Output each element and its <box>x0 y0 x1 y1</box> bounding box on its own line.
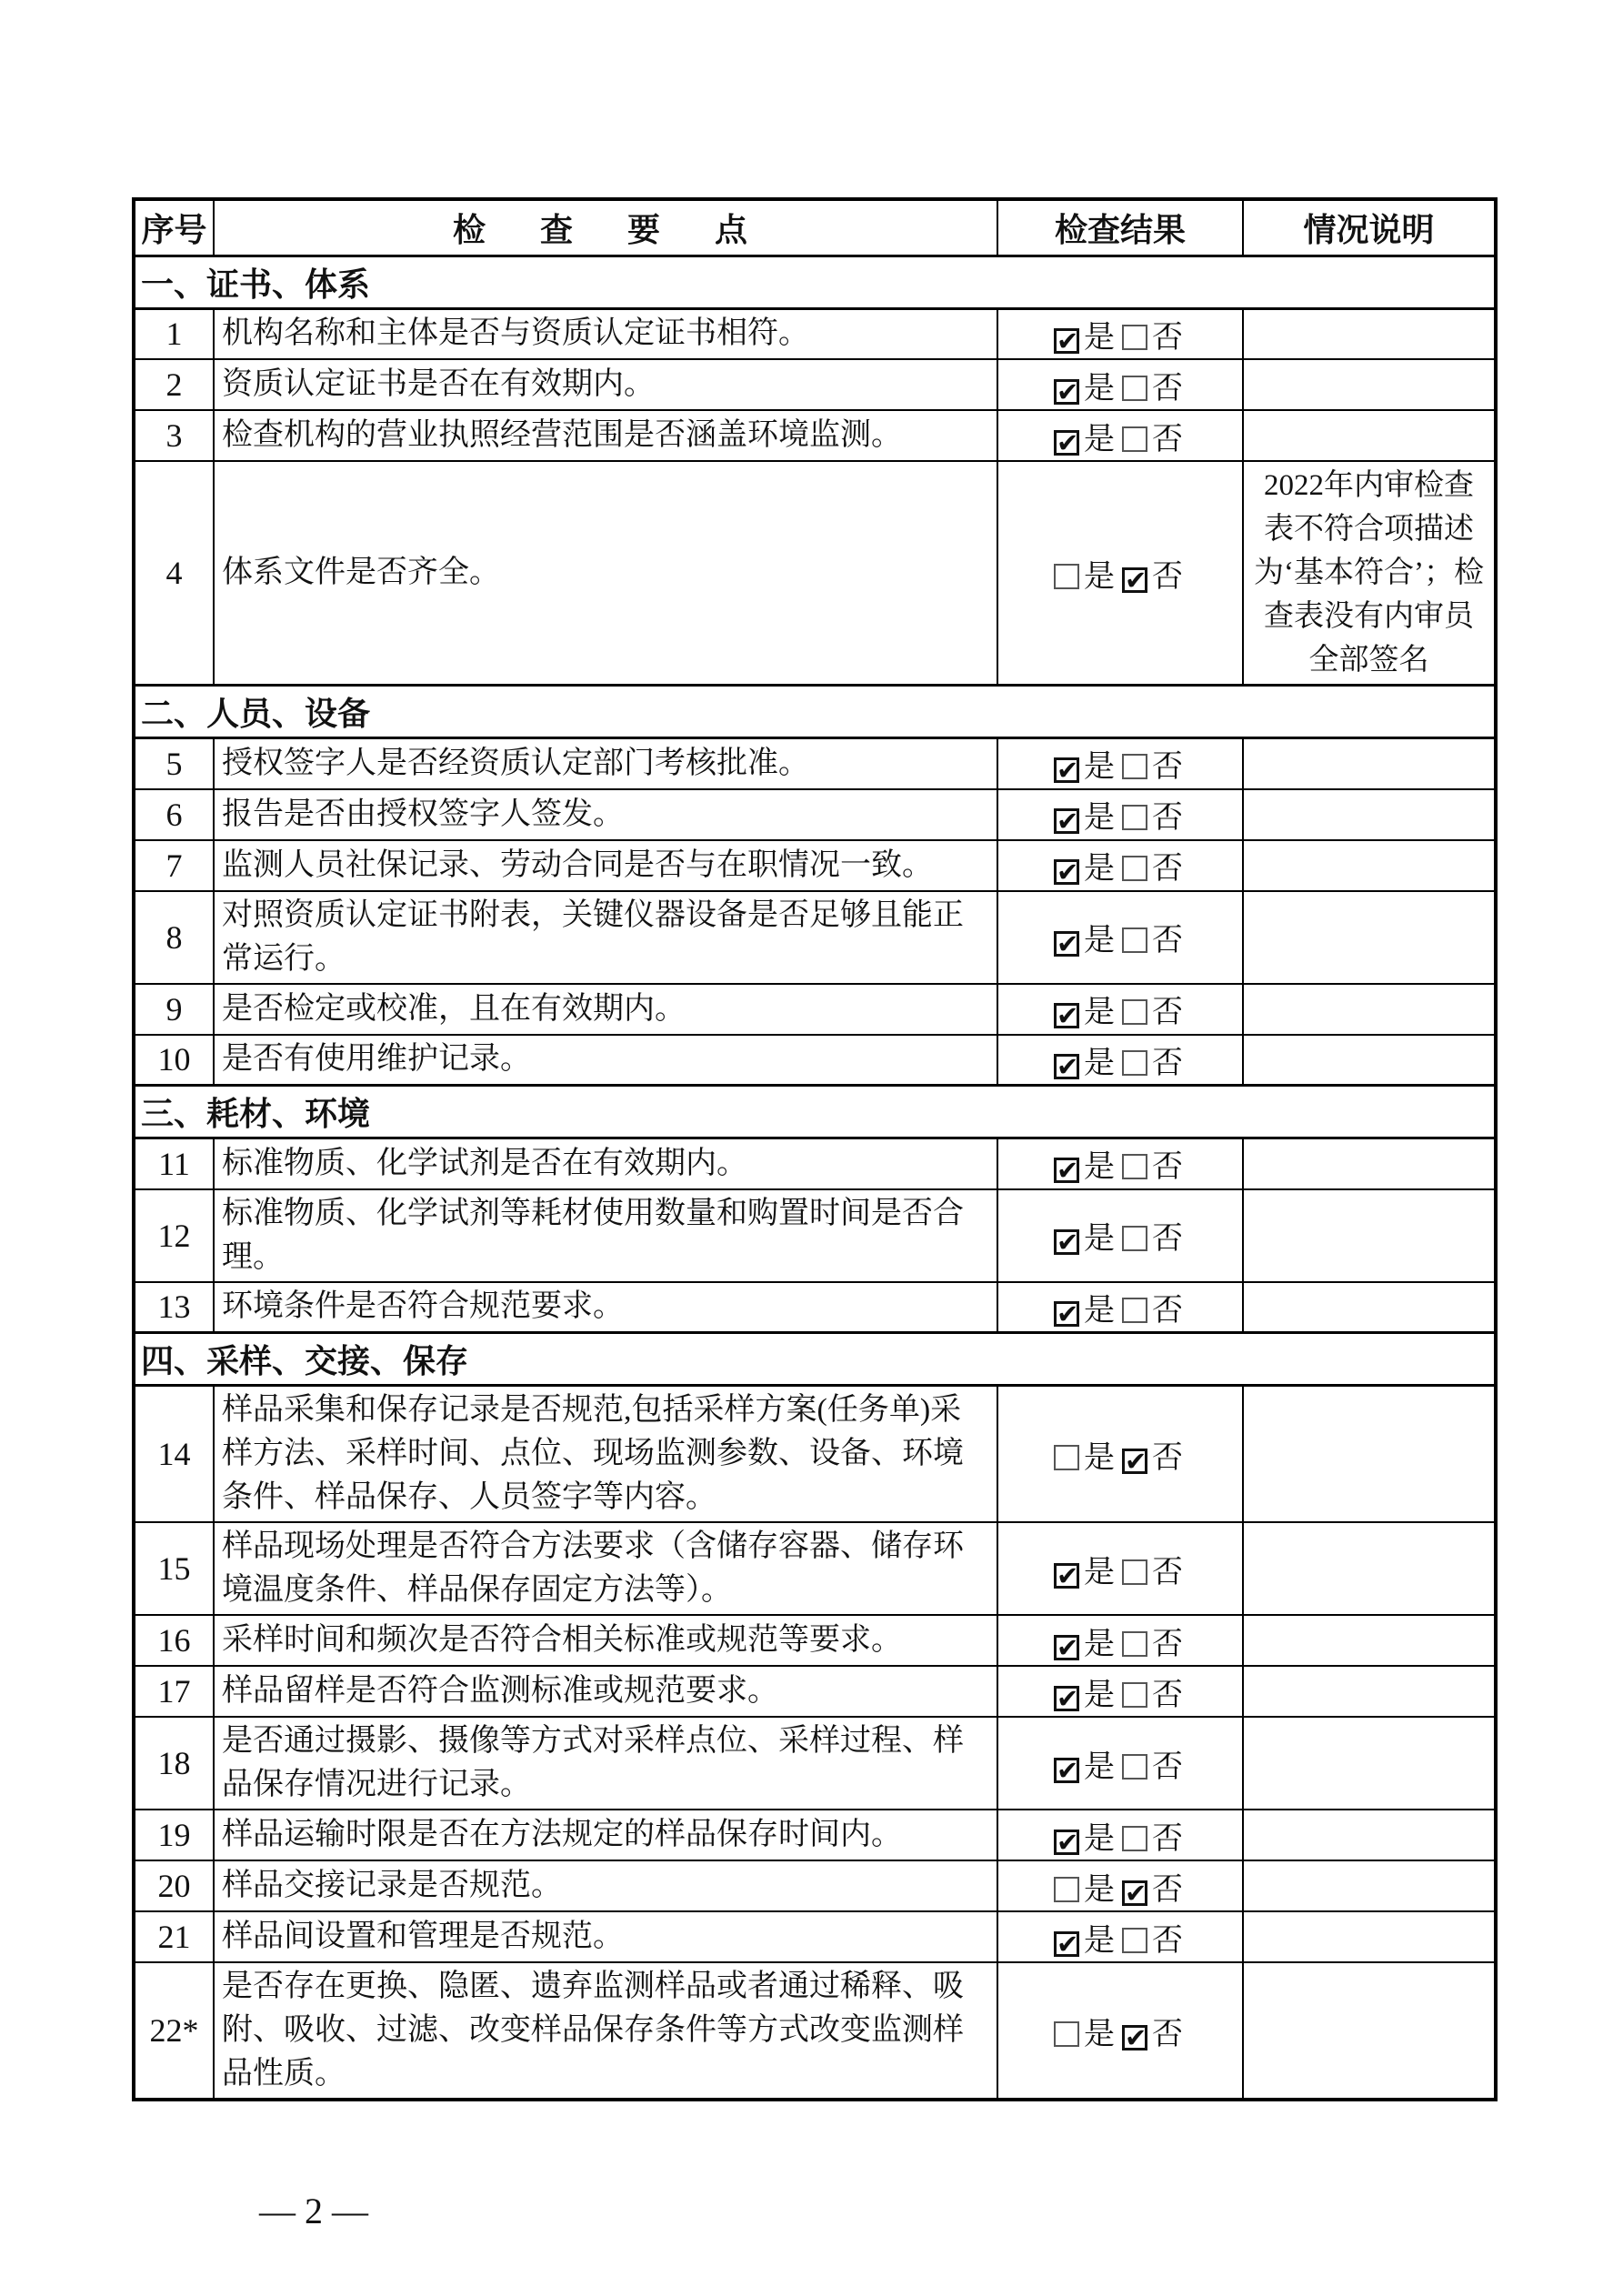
checkbox-yes-unchecked-icon[interactable] <box>1054 2021 1079 2047</box>
result-cell <box>997 1189 1243 1282</box>
table-row <box>134 1386 1496 1523</box>
inspection-point-text: 标准物质、化学试剂等耗材使用数量和购置时间是否合理。 <box>214 1189 997 1282</box>
note-cell <box>1243 891 1496 984</box>
checkbox-yes-checked-icon[interactable]: ✔ <box>1054 1563 1079 1589</box>
note-cell <box>1243 789 1496 840</box>
note-cell <box>1243 840 1496 891</box>
table-row <box>134 1615 1496 1666</box>
row-index: 10 <box>134 1035 214 1086</box>
section-row <box>134 256 1496 308</box>
result-cell <box>997 1386 1243 1523</box>
checkbox-no-unchecked-icon[interactable] <box>1122 805 1147 830</box>
label-yes: 是 <box>1084 750 1115 785</box>
row-index: 20 <box>134 1860 214 1911</box>
row-index: 4 <box>134 461 214 686</box>
row-index: 7 <box>134 840 214 891</box>
table-row <box>134 1860 1496 1911</box>
table-row <box>134 1810 1496 1860</box>
row-index: 8 <box>134 891 214 984</box>
checkbox-yes-checked-icon[interactable]: ✔ <box>1054 1054 1079 1079</box>
label-yes: 是 <box>1084 422 1115 456</box>
checkbox-no-unchecked-icon[interactable] <box>1122 1631 1147 1657</box>
section-title: 一、证书、体系 <box>134 256 1496 308</box>
table-row <box>134 1666 1496 1717</box>
label-yes: 是 <box>1084 371 1115 406</box>
row-index: 1 <box>134 308 214 359</box>
label-yes: 是 <box>1084 996 1115 1029</box>
checkbox-no-checked-icon[interactable]: ✔ <box>1122 567 1147 593</box>
checkbox-no-unchecked-icon[interactable] <box>1122 1226 1147 1251</box>
result-cell <box>997 410 1243 461</box>
result-cell <box>997 1615 1243 1666</box>
section-title: 二、人员、设备 <box>134 686 1496 738</box>
result-cell <box>997 891 1243 984</box>
checkbox-yes-checked-icon[interactable]: ✔ <box>1054 1301 1079 1327</box>
page-number: — 2 — <box>259 2191 368 2231</box>
result-cell <box>997 1035 1243 1086</box>
checkbox-yes-checked-icon[interactable]: ✔ <box>1054 430 1079 456</box>
row-index: 21 <box>134 1911 214 1962</box>
row-index: 22* <box>134 1962 214 2100</box>
section-title: 三、耗材、环境 <box>134 1086 1496 1138</box>
result-cell <box>997 1911 1243 1962</box>
checkbox-yes-checked-icon[interactable]: ✔ <box>1054 328 1079 354</box>
label-yes: 是 <box>1084 559 1115 594</box>
label-no: 否 <box>1152 801 1183 835</box>
result-cell <box>997 1860 1243 1911</box>
table-row <box>134 1522 1496 1615</box>
checkbox-no-unchecked-icon[interactable] <box>1122 856 1147 881</box>
checkbox-no-checked-icon[interactable]: ✔ <box>1122 1880 1147 1906</box>
checkbox-no-unchecked-icon[interactable] <box>1122 1154 1147 1179</box>
label-yes: 是 <box>1084 1627 1115 1661</box>
inspection-point-text: 机构名称和主体是否与资质认定证书相符。 <box>214 308 997 359</box>
label-no: 否 <box>1152 422 1183 456</box>
label-yes: 是 <box>1084 1222 1115 1256</box>
column-header-note: 情况说明 <box>1243 199 1496 256</box>
inspection-checklist-table <box>132 197 1498 2101</box>
table-row <box>134 1911 1496 1962</box>
label-yes: 是 <box>1084 320 1115 355</box>
checkbox-no-unchecked-icon[interactable] <box>1122 999 1147 1025</box>
result-cell <box>997 1282 1243 1333</box>
checkbox-no-unchecked-icon[interactable] <box>1122 1050 1147 1076</box>
row-index: 17 <box>134 1666 214 1717</box>
inspection-point-text: 样品现场处理是否符合方法要求（含储存容器、储存环境温度条件、样品保存固定方法等）。 <box>214 1522 997 1615</box>
row-index: 9 <box>134 984 214 1035</box>
row-index: 15 <box>134 1522 214 1615</box>
column-header-result: 检查结果 <box>997 199 1243 256</box>
column-header-point: 检 查 要 点 <box>214 199 997 256</box>
note-cell <box>1243 359 1496 410</box>
inspection-point-text: 样品运输时限是否在方法规定的样品保存时间内。 <box>214 1810 997 1860</box>
row-index: 3 <box>134 410 214 461</box>
checkbox-no-unchecked-icon[interactable] <box>1122 376 1147 401</box>
label-no: 否 <box>1152 371 1183 406</box>
label-yes: 是 <box>1084 1872 1115 1907</box>
inspection-point-text: 样品间设置和管理是否规范。 <box>214 1911 997 1962</box>
label-no: 否 <box>1152 1440 1183 1475</box>
note-cell: 2022年内审检查表不符合项描述为‘基本符合’；检查表没有内审员全部签名 <box>1243 461 1496 686</box>
note-cell <box>1243 1282 1496 1333</box>
inspection-point-text: 样品采集和保存记录是否规范,包括采样方案(任务单)采样方法、采样时间、点位、现场监测参数、设备、环境条件、样品保存、人员签字等内容。 <box>214 1386 997 1523</box>
section-title: 四、采样、交接、保存 <box>134 1333 1496 1386</box>
label-no: 否 <box>1152 1150 1183 1185</box>
note-cell <box>1243 1035 1496 1086</box>
table-row <box>134 789 1496 840</box>
label-yes: 是 <box>1084 1046 1115 1080</box>
result-cell <box>997 1717 1243 1810</box>
checkbox-no-unchecked-icon[interactable] <box>1122 1754 1147 1780</box>
note-cell <box>1243 1189 1496 1282</box>
note-cell <box>1243 984 1496 1035</box>
note-cell <box>1243 1810 1496 1860</box>
table-row <box>134 1717 1496 1810</box>
table-row <box>134 1189 1496 1282</box>
checkbox-yes-checked-icon[interactable]: ✔ <box>1054 379 1079 405</box>
table-row <box>134 1962 1496 2100</box>
label-yes: 是 <box>1084 1678 1115 1712</box>
inspection-point-text: 标准物质、化学试剂是否在有效期内。 <box>214 1138 997 1189</box>
row-index: 11 <box>134 1138 214 1189</box>
inspection-point-text: 样品交接记录是否规范。 <box>214 1860 997 1911</box>
note-cell <box>1243 738 1496 789</box>
section-row <box>134 1086 1496 1138</box>
table-row <box>134 891 1496 984</box>
label-yes: 是 <box>1084 1821 1115 1856</box>
label-no: 否 <box>1152 2017 1183 2051</box>
checkbox-yes-checked-icon[interactable]: ✔ <box>1054 931 1079 957</box>
table-row <box>134 1035 1496 1086</box>
label-no: 否 <box>1152 320 1183 355</box>
checkbox-no-unchecked-icon[interactable] <box>1122 1826 1147 1851</box>
result-cell <box>997 461 1243 686</box>
result-cell <box>997 1666 1243 1717</box>
inspection-point-text: 采样时间和频次是否符合相关标准或规范等要求。 <box>214 1615 997 1666</box>
table-row <box>134 308 1496 359</box>
label-yes: 是 <box>1084 2017 1115 2051</box>
note-cell <box>1243 1386 1496 1523</box>
checkbox-yes-checked-icon[interactable]: ✔ <box>1054 1931 1079 1957</box>
note-cell <box>1243 410 1496 461</box>
note-cell <box>1243 1962 1496 2100</box>
label-no: 否 <box>1152 1923 1183 1958</box>
inspection-point-text: 是否存在更换、隐匿、遗弃监测样品或者通过稀释、吸附、吸收、过滤、改变样品保存条件等方式改变监测样品性质。 <box>214 1962 997 2100</box>
table-row <box>134 738 1496 789</box>
checkbox-no-unchecked-icon[interactable] <box>1122 927 1147 953</box>
result-cell <box>997 738 1243 789</box>
inspection-point-text: 资质认定证书是否在有效期内。 <box>214 359 997 410</box>
checkbox-no-unchecked-icon[interactable] <box>1122 754 1147 779</box>
checkbox-yes-checked-icon[interactable]: ✔ <box>1054 808 1079 834</box>
inspection-point-text: 授权签字人是否经资质认定部门考核批准。 <box>214 738 997 789</box>
inspection-point-text: 环境条件是否符合规范要求。 <box>214 1282 997 1333</box>
checkbox-no-checked-icon[interactable]: ✔ <box>1122 2025 1147 2050</box>
label-yes: 是 <box>1084 924 1115 958</box>
label-no: 否 <box>1152 852 1183 886</box>
note-cell <box>1243 1138 1496 1189</box>
checkbox-yes-unchecked-icon[interactable] <box>1054 1445 1079 1470</box>
checkbox-yes-checked-icon[interactable]: ✔ <box>1054 1830 1079 1855</box>
table-row <box>134 359 1496 410</box>
label-no: 否 <box>1152 559 1183 594</box>
section-row <box>134 686 1496 738</box>
section-row <box>134 1333 1496 1386</box>
checkbox-yes-checked-icon[interactable]: ✔ <box>1054 1229 1079 1255</box>
label-no: 否 <box>1152 1222 1183 1256</box>
table-row <box>134 410 1496 461</box>
label-yes: 是 <box>1084 1440 1115 1475</box>
row-index: 12 <box>134 1189 214 1282</box>
row-index: 14 <box>134 1386 214 1523</box>
note-cell <box>1243 1911 1496 1962</box>
checkbox-no-checked-icon[interactable]: ✔ <box>1122 1449 1147 1474</box>
result-cell <box>997 1810 1243 1860</box>
note-cell <box>1243 1522 1496 1615</box>
label-no: 否 <box>1152 996 1183 1029</box>
inspection-point-text: 检查机构的营业执照经营范围是否涵盖环境监测。 <box>214 410 997 461</box>
result-cell <box>997 840 1243 891</box>
result-cell <box>997 1522 1243 1615</box>
result-cell <box>997 308 1243 359</box>
inspection-point-text: 监测人员社保记录、劳动合同是否与在职情况一致。 <box>214 840 997 891</box>
table-row <box>134 984 1496 1035</box>
checkbox-no-unchecked-icon[interactable] <box>1122 1928 1147 1953</box>
label-yes: 是 <box>1084 1293 1115 1328</box>
note-cell <box>1243 308 1496 359</box>
label-no: 否 <box>1152 1750 1183 1784</box>
label-no: 否 <box>1152 1872 1183 1907</box>
note-cell <box>1243 1615 1496 1666</box>
label-no: 否 <box>1152 1627 1183 1661</box>
checkbox-yes-checked-icon[interactable]: ✔ <box>1054 1635 1079 1660</box>
row-index: 18 <box>134 1717 214 1810</box>
checkbox-yes-checked-icon[interactable]: ✔ <box>1054 1686 1079 1711</box>
checkbox-yes-checked-icon[interactable]: ✔ <box>1054 859 1079 885</box>
row-index: 13 <box>134 1282 214 1333</box>
checkbox-no-unchecked-icon[interactable] <box>1122 1682 1147 1708</box>
result-cell <box>997 1138 1243 1189</box>
label-no: 否 <box>1152 1678 1183 1712</box>
row-index: 5 <box>134 738 214 789</box>
inspection-point-text: 体系文件是否齐全。 <box>214 461 997 686</box>
inspection-point-text: 是否通过摄影、摄像等方式对采样点位、采样过程、样品保存情况进行记录。 <box>214 1717 997 1810</box>
inspection-point-text: 样品留样是否符合监测标准或规范要求。 <box>214 1666 997 1717</box>
table-row <box>134 461 1496 686</box>
checkbox-yes-checked-icon[interactable]: ✔ <box>1054 757 1079 783</box>
checkbox-no-unchecked-icon[interactable] <box>1122 1559 1147 1585</box>
table-row <box>134 1282 1496 1333</box>
column-header-index: 序号 <box>134 199 214 256</box>
checkbox-no-unchecked-icon[interactable] <box>1122 426 1147 452</box>
label-yes: 是 <box>1084 1150 1115 1185</box>
note-cell <box>1243 1717 1496 1810</box>
checkbox-yes-checked-icon[interactable]: ✔ <box>1054 1758 1079 1783</box>
note-cell <box>1243 1860 1496 1911</box>
checkbox-yes-checked-icon[interactable]: ✔ <box>1054 1158 1079 1183</box>
checkbox-yes-unchecked-icon[interactable] <box>1054 564 1079 589</box>
result-cell <box>997 359 1243 410</box>
inspection-point-text: 是否有使用维护记录。 <box>214 1035 997 1086</box>
row-index: 19 <box>134 1810 214 1860</box>
checkbox-yes-unchecked-icon[interactable] <box>1054 1877 1079 1902</box>
result-cell <box>997 789 1243 840</box>
inspection-point-text: 是否检定或校准，且在有效期内。 <box>214 984 997 1035</box>
label-no: 否 <box>1152 750 1183 785</box>
checkbox-no-unchecked-icon[interactable] <box>1122 1298 1147 1323</box>
label-no: 否 <box>1152 924 1183 958</box>
result-cell <box>997 1962 1243 2100</box>
label-yes: 是 <box>1084 1923 1115 1958</box>
label-yes: 是 <box>1084 852 1115 886</box>
inspection-point-text: 报告是否由授权签字人签发。 <box>214 789 997 840</box>
row-index: 16 <box>134 1615 214 1666</box>
row-index: 2 <box>134 359 214 410</box>
label-yes: 是 <box>1084 801 1115 835</box>
inspection-point-text: 对照资质认定证书附表，关键仪器设备是否足够且能正常运行。 <box>214 891 997 984</box>
checkbox-no-unchecked-icon[interactable] <box>1122 325 1147 350</box>
label-no: 否 <box>1152 1046 1183 1080</box>
label-yes: 是 <box>1084 1750 1115 1784</box>
table-row <box>134 840 1496 891</box>
checkbox-yes-checked-icon[interactable]: ✔ <box>1054 1003 1079 1028</box>
note-cell <box>1243 1666 1496 1717</box>
label-yes: 是 <box>1084 1555 1115 1589</box>
label-no: 否 <box>1152 1821 1183 1856</box>
table-row <box>134 1138 1496 1189</box>
row-index: 6 <box>134 789 214 840</box>
label-no: 否 <box>1152 1555 1183 1589</box>
table-header-row <box>134 199 1496 256</box>
label-no: 否 <box>1152 1293 1183 1328</box>
result-cell <box>997 984 1243 1035</box>
